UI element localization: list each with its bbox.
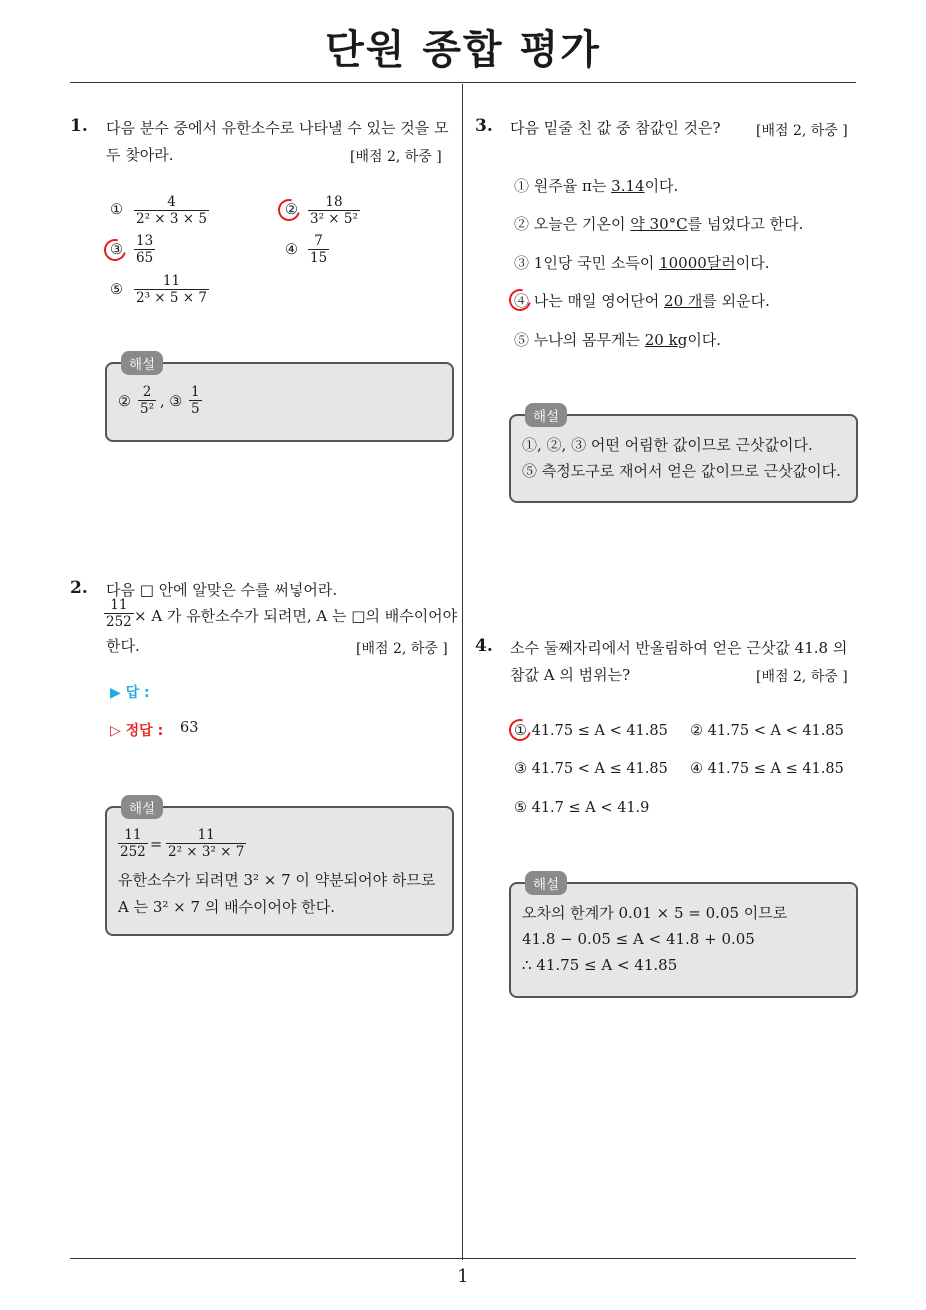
q3-option-5-post: 이다. xyxy=(687,331,722,349)
q2-number: 2. xyxy=(70,578,88,598)
q2-exp-line3: A 는 3² × 7 의 배수이어야 한다. xyxy=(118,898,336,916)
q1-exp-numerator1: 2 xyxy=(142,384,152,400)
q3-option-5-underlined: 20 kg xyxy=(644,331,688,349)
q1-number: 1. xyxy=(70,116,88,136)
q4-option-4-mark: ④ xyxy=(690,761,703,777)
q3-option-5-pre: 누나의 몸무게는 xyxy=(533,331,645,349)
q4-exp-line1: 오차의 한계가 0.01 × 5 = 0.05 이므로 xyxy=(522,904,788,922)
q3-option-5-mark: ⑤ xyxy=(514,331,530,349)
q4-option-5-text: 41.7 ≤ A < 41.9 xyxy=(531,800,650,816)
q1-option-2-denominator: 3² × 5² xyxy=(310,211,358,227)
q3-option-4[interactable] xyxy=(514,287,770,315)
q4-option-1[interactable] xyxy=(514,723,668,739)
q3-option-4-post: 를 외운다. xyxy=(702,292,770,310)
q2-exp-numerator2: 11 xyxy=(197,827,215,843)
q1-option-5-mark[interactable]: ⑤ xyxy=(110,282,123,298)
q3-option-2-mark: ② xyxy=(514,215,530,233)
q3-option-2-post: 를 넘었다고 한다. xyxy=(687,215,804,233)
q2-correct-value: 63 xyxy=(180,720,199,736)
q1-score: [배점 2, 하중 ] xyxy=(350,149,442,165)
q2-exp-denominator1: 252 xyxy=(120,844,146,860)
q1-option-1-fraction xyxy=(134,194,209,227)
q4-exp-line2: 41.8 − 0.05 ≤ A < 41.8 + 0.05 xyxy=(522,930,755,948)
q1-option-4-mark[interactable]: ④ xyxy=(285,242,298,258)
q1-option-4-denominator: 15 xyxy=(310,250,328,266)
q2-fraction-denominator: 252 xyxy=(106,614,132,630)
q3-option-1-mark: ① xyxy=(514,177,530,195)
q4-text-line1: 소수 둘째자리에서 반올림하여 얻은 근삿값 41.8 의 xyxy=(510,639,848,657)
q1-option-5-fraction xyxy=(134,273,209,306)
q4-option-3-text: 41.75 < A ≤ 41.85 xyxy=(531,761,668,777)
q2-score: [배점 2, 하중 ] xyxy=(356,641,448,657)
q3-option-4-mark: ④ xyxy=(514,292,530,310)
q3-option-2[interactable] xyxy=(514,210,803,238)
q2-exp-equals: = xyxy=(150,837,163,853)
q1-option-3-denominator: 65 xyxy=(136,250,154,266)
q4-exp-line3: ∴ 41.75 ≤ A < 41.85 xyxy=(522,956,678,974)
q3-option-4-pre: 나는 매일 영어단어 xyxy=(533,292,665,310)
q1-exp-denominator2: 5 xyxy=(191,401,200,417)
q4-option-3-mark: ③ xyxy=(514,761,527,777)
q4-option-5-mark: ⑤ xyxy=(514,800,527,816)
q1-explanation-tag: 해설 xyxy=(121,351,163,375)
q2-exp-fraction1 xyxy=(118,827,148,860)
page-number: 1 xyxy=(457,1266,469,1287)
q3-option-2-pre: 오늘은 기온이 xyxy=(533,215,631,233)
q1-exp-denominator1: 5² xyxy=(140,401,155,417)
q4-number: 4. xyxy=(475,636,493,656)
q3-option-4-underlined: 20 개 xyxy=(664,292,703,310)
q4-explanation-tag: 해설 xyxy=(525,871,567,895)
q3-exp-line1: ①, ②, ③ 어떤 어림한 값이므로 근삿값이다. xyxy=(522,436,813,454)
q3-option-1[interactable] xyxy=(514,172,678,200)
q4-option-3[interactable] xyxy=(514,761,668,777)
page-title: 단원 종합 평가 xyxy=(325,27,601,73)
q3-text: 다음 밑줄 친 값 중 참값인 것은? xyxy=(510,119,721,137)
q2-exp-denominator2: 2² × 3² × 7 xyxy=(168,844,245,860)
q3-option-3[interactable] xyxy=(514,249,770,277)
q3-option-2-underlined: 약 30°C xyxy=(630,215,688,233)
q1-option-2-numerator: 18 xyxy=(325,194,343,210)
q1-text-line2: 두 찾아라. xyxy=(106,146,174,164)
q1-option-2-fraction xyxy=(308,194,360,227)
q1-option-1-denominator: 2² × 3 × 5 xyxy=(136,211,207,227)
q4-option-2-mark: ② xyxy=(690,723,703,739)
footer-rule xyxy=(70,1258,856,1259)
q2-text-line2: × A 가 유한소수가 되려면, A 는 □의 배수이어야 xyxy=(134,607,458,625)
q1-option-5-numerator: 11 xyxy=(162,273,181,289)
q1-option-3-numerator: 13 xyxy=(136,233,154,249)
q1-text-line1: 다음 분수 중에서 유한소수로 나타낼 수 있는 것을 모 xyxy=(106,119,449,137)
q4-option-4-text: 41.75 ≤ A ≤ 41.85 xyxy=(707,761,844,777)
q2-answer-label: ▶ 답 : xyxy=(110,685,150,701)
q1-option-4-numerator: 7 xyxy=(314,233,323,249)
q3-option-3-pre: 1인당 국민 소득이 xyxy=(533,254,660,272)
q1-option-1-mark[interactable]: ① xyxy=(110,202,123,218)
header-rule xyxy=(70,82,856,83)
q3-option-3-underlined: 10000달러 xyxy=(659,254,736,272)
q3-explanation-tag: 해설 xyxy=(525,403,567,427)
q4-option-5[interactable] xyxy=(514,800,649,816)
q1-option-3-fraction xyxy=(134,233,155,266)
q3-option-1-pre: 원주율 π는 xyxy=(533,177,612,195)
q1-option-1-numerator: 4 xyxy=(167,194,176,210)
q3-option-1-post: 이다. xyxy=(644,177,679,195)
q3-option-3-post: 이다. xyxy=(735,254,770,272)
q1-option-5-denominator: 2³ × 5 × 7 xyxy=(136,290,207,306)
q3-score: [배점 2, 하중 ] xyxy=(756,123,848,139)
q3-option-5[interactable] xyxy=(514,326,721,354)
q2-explanation-tag: 해설 xyxy=(121,795,163,819)
q4-option-4[interactable] xyxy=(690,761,844,777)
q3-exp-line2: ⑤ 측정도구로 재어서 얻은 값이므로 근삿값이다. xyxy=(522,462,841,480)
q4-option-2-text: 41.75 < A < 41.85 xyxy=(707,723,844,739)
q3-option-1-underlined: 3.14 xyxy=(611,177,645,195)
q1-option-4-fraction xyxy=(308,233,329,266)
q1-exp-fraction2 xyxy=(189,384,202,417)
q1-exp-separator: , ③ xyxy=(160,394,183,410)
q4-option-1-mark: ① xyxy=(514,723,527,739)
q2-exp-line2: 유한소수가 되려면 3² × 7 이 약분되어야 하므로 xyxy=(118,871,436,889)
q1-exp-fraction1 xyxy=(138,384,156,417)
q1-exp-numerator2: 1 xyxy=(191,384,200,400)
q2-fraction xyxy=(104,597,134,630)
q4-score: [배점 2, 하중 ] xyxy=(756,669,848,685)
q3-option-3-mark: ③ xyxy=(514,254,530,272)
q1-option-2-mark[interactable]: ② xyxy=(285,202,298,218)
q2-correct-label: ▷ 정답 : xyxy=(110,723,164,739)
q2-exp-fraction2 xyxy=(166,827,246,860)
column-divider xyxy=(462,84,463,1260)
q4-text-line2: 참값 A 의 범위는? xyxy=(510,666,631,684)
q3-number: 3. xyxy=(475,116,493,136)
q1-option-3-mark[interactable]: ③ xyxy=(110,242,123,258)
q2-text-line3: 한다. xyxy=(106,637,140,655)
q4-option-1-text: 41.75 ≤ A < 41.85 xyxy=(531,723,668,739)
q2-fraction-numerator: 11 xyxy=(110,597,128,613)
q1-exp-mark1: ② xyxy=(118,394,131,410)
q4-option-2[interactable] xyxy=(690,723,844,739)
q2-text-line1: 다음 □ 안에 알맞은 수를 써넣어라. xyxy=(106,581,338,599)
q2-exp-numerator1: 11 xyxy=(124,827,142,843)
